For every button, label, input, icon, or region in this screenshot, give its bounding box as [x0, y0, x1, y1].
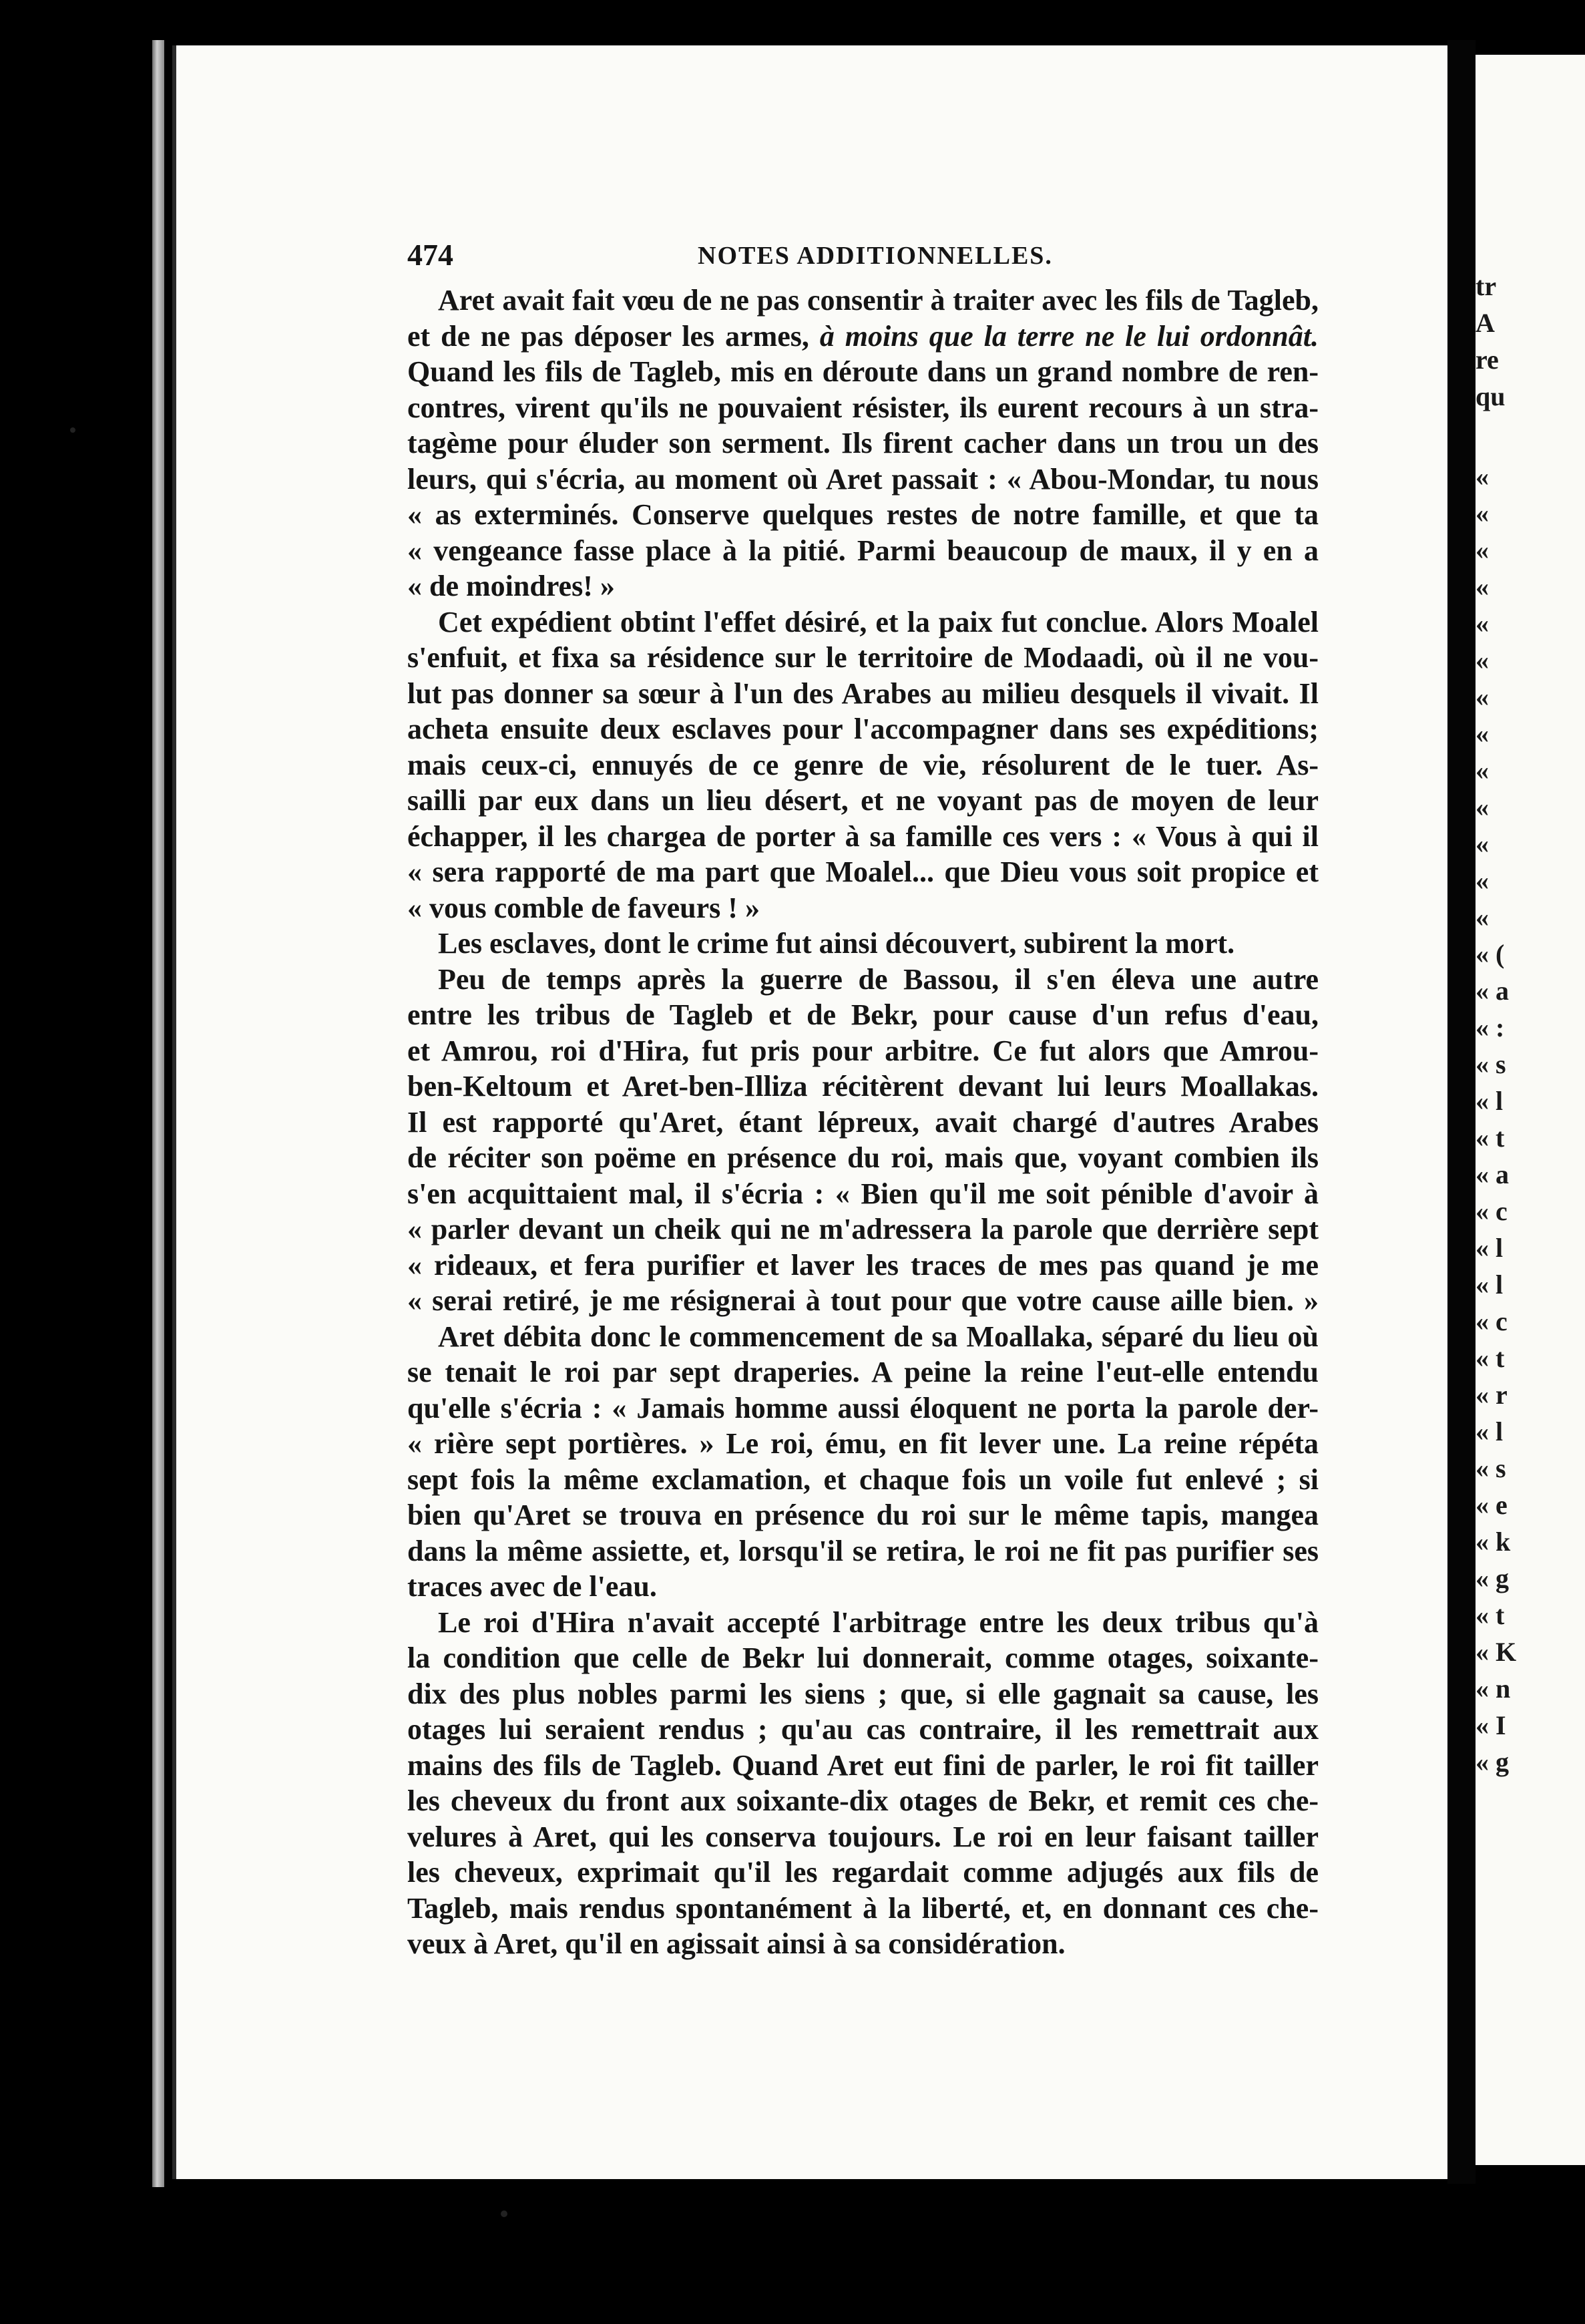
book-gutter [1447, 40, 1476, 2184]
italic-phrase: à moins que la terre ne le lui ordonnât. [819, 319, 1319, 353]
text-line [407, 319, 1319, 355]
text-line [407, 533, 1319, 569]
facing-page-line: « [1476, 572, 1489, 602]
facing-page-line: « l [1476, 1233, 1504, 1263]
facing-page-line: « c [1476, 1196, 1508, 1226]
text-line-content: mais ceux-ci, ennuyés de ce genre de vie, résolurent de le tuer. As- [407, 748, 1319, 781]
text-line-content: « rideaux, et fera purifier et laver les traces de mes pas quand je me [407, 1248, 1319, 1282]
text-line [407, 1176, 1319, 1212]
text-line [407, 747, 1319, 783]
text-line-content: échapper, il les chargea de porter à sa famille ces vers : « Vous à qui il [407, 819, 1319, 853]
text-line-content: qu'elle s'écria : « Jamais homme aussi éloquent ne porta la parole der- [407, 1391, 1319, 1424]
text-line-content: bien qu'Aret se trouva en présence du roi sur le même tapis, mangea [407, 1499, 1319, 1531]
facing-page-line: « [1476, 755, 1489, 785]
facing-page-line: « t [1476, 1600, 1505, 1630]
text-line-content: et Amrou, roi d'Hira, fut pris pour arbitre. Ce fut alors que Amrou- [407, 1034, 1319, 1067]
facing-page-line: « e [1476, 1490, 1508, 1520]
text-line-content: sept fois la même exclamation, et chaque fois un voile fut enlevé ; si [407, 1463, 1319, 1496]
text-line-content: Peu de temps après la guerre de Bassou, il s'en éleva une autre [438, 962, 1319, 996]
facing-page-line: « [1476, 829, 1489, 859]
text-line [407, 1533, 1319, 1569]
text-line-content: Les esclaves, dont le crime fut ainsi découvert, subirent la mort. [438, 927, 1235, 960]
text-line [407, 1426, 1319, 1462]
text-line-content: Aret débita donc le commencement de sa Moallaka, séparé du lieu où [438, 1320, 1319, 1353]
text-line-content: « de moindres! » [407, 570, 615, 602]
facing-page-line: re [1476, 345, 1499, 375]
facing-page-line: « l [1476, 1086, 1504, 1116]
facing-page-line: « r [1476, 1380, 1508, 1410]
text-line-content: « rière sept portières. » Le roi, ému, en fit lever une. La reine répéta [407, 1427, 1319, 1460]
text-line-content: contres, virent qu'ils ne pouvaient résister, ils eurent recours à un stra- [407, 391, 1319, 424]
text-line [407, 1247, 1319, 1284]
text-line [407, 1855, 1319, 1891]
text-line-content: « vous comble de faveurs ! » [407, 891, 760, 924]
facing-page-line: « t [1476, 1123, 1505, 1153]
text-line-content: tagème pour éluder son serment. Ils firent cacher dans un trou un des [407, 427, 1319, 459]
text-line-content: veux à Aret, qu'il en agissait ainsi à sa considération. [407, 1927, 1066, 1960]
facing-page-line: « a [1476, 1159, 1509, 1189]
text-line-content: s'en acquittaient mal, il s'écria : « Bien qu'il me soit pénible d'avoir à [407, 1177, 1319, 1210]
page-number: 474 [407, 238, 453, 272]
page-header [407, 237, 1329, 277]
text-line [407, 854, 1319, 890]
text-line-content: et de ne pas déposer les armes, [407, 319, 820, 353]
facing-page-line: « [1476, 865, 1489, 896]
facing-page-line: tr [1476, 271, 1497, 301]
facing-page-line: « t [1476, 1343, 1505, 1373]
text-line [407, 1319, 1319, 1355]
text-line-content: lut pas donner sa sœur à l'un des Arabes au milieu desquels il vivait. Il [407, 676, 1319, 710]
facing-page-line: « [1476, 719, 1489, 749]
body-text [407, 282, 1319, 1962]
text-line [407, 461, 1319, 498]
text-line [407, 1033, 1319, 1069]
text-line [407, 1140, 1319, 1176]
text-line [407, 1891, 1319, 1927]
text-line-content: velures à Aret, qui les conserva toujours. Le roi en leur faisant tailler [407, 1820, 1319, 1853]
facing-page-line: « [1476, 498, 1489, 528]
facing-page-line: « [1476, 608, 1489, 638]
text-line [407, 1783, 1319, 1819]
scan-speck [501, 2210, 507, 2217]
text-line [407, 1497, 1319, 1533]
text-line [407, 1819, 1319, 1855]
text-line [407, 1211, 1319, 1247]
text-line-content: « as exterminés. Conserve quelques restes de notre famille, et que ta [407, 498, 1319, 531]
text-line-content: Quand les fils de Tagleb, mis en déroute dans un grand nombre de ren- [407, 355, 1319, 388]
text-line-content: dans la même assiette, et, lorsqu'il se retira, le roi ne fit pas purifier ses [407, 1534, 1319, 1567]
facing-page-line: « s [1476, 1049, 1506, 1079]
text-line [407, 354, 1319, 390]
text-line-content: sailli par eux dans un lieu désert, et ne voyant pas de moyen de leur [407, 784, 1319, 817]
facing-page-line: « a [1476, 976, 1509, 1006]
text-line [407, 568, 1319, 604]
facing-page-line: « [1476, 792, 1489, 822]
text-line-content: « serai retiré, je me résignerai à tout pour que votre cause aille bien. » [407, 1284, 1319, 1317]
text-line [407, 962, 1319, 998]
facing-page-line: « s [1476, 1453, 1506, 1483]
facing-page-line: « I [1476, 1710, 1506, 1740]
text-line-content: otages lui seraient rendus ; qu'au cas contraire, il les remettrait aux [407, 1713, 1319, 1746]
facing-page-line: « ( [1476, 939, 1505, 969]
text-line [407, 1605, 1319, 1641]
text-line [407, 1926, 1319, 1962]
facing-page-line: « : [1476, 1012, 1505, 1042]
facing-page-line: « c [1476, 1306, 1508, 1336]
facing-page-line: « g [1476, 1747, 1509, 1777]
text-line-content: dix des plus nobles parmi les siens ; que, si elle gagnait sa cause, les [407, 1677, 1319, 1710]
facing-page-line: « l [1476, 1416, 1504, 1446]
text-line [407, 711, 1319, 747]
text-line [407, 676, 1319, 712]
text-line [407, 1676, 1319, 1712]
facing-page-line: « [1476, 535, 1489, 565]
facing-page-line: « [1476, 645, 1489, 675]
text-line [407, 1069, 1319, 1105]
text-line-content: entre les tribus de Tagleb et de Bekr, pour cause d'un refus d'eau, [407, 998, 1319, 1031]
text-line [407, 1640, 1319, 1676]
text-line [407, 926, 1319, 962]
text-line [407, 497, 1319, 533]
text-line [407, 1354, 1319, 1390]
book-binding-shadow [0, 0, 160, 2324]
text-line [407, 1712, 1319, 1748]
facing-page-line: « [1476, 902, 1489, 932]
text-line [407, 997, 1319, 1033]
text-line-content: ben-Keltoum et Aret-ben-Illiza récitèrent devant lui leurs Moallakas. [407, 1070, 1319, 1103]
facing-page-line: « [1476, 682, 1489, 712]
text-line [407, 783, 1319, 819]
text-line-content: traces avec de l'eau. [407, 1570, 657, 1603]
facing-page-line: A [1476, 308, 1495, 338]
text-line-content: les cheveux, exprimait qu'il les regardait comme adjugés aux fils de [407, 1856, 1319, 1889]
facing-page-line: « [1476, 461, 1489, 492]
text-line-content: la condition que celle de Bekr lui donnerait, comme otages, soixante- [407, 1641, 1319, 1674]
text-line-content: Cet expédient obtint l'effet désiré, et la paix fut conclue. Alors Moalel [438, 605, 1319, 638]
facing-page-line: « k [1476, 1527, 1511, 1557]
text-line-content: se tenait le roi par sept draperies. A peine la reine l'eut-elle entendu [407, 1356, 1319, 1388]
facing-page-line: « n [1476, 1674, 1511, 1704]
running-head: NOTES ADDITIONNELLES. [698, 242, 1053, 270]
text-line [407, 1390, 1319, 1426]
text-line-content: Le roi d'Hira n'avait accepté l'arbitrage entre les deux tribus qu'à [438, 1605, 1319, 1639]
text-line [407, 425, 1319, 461]
text-line [407, 390, 1319, 426]
text-line [407, 1748, 1319, 1784]
text-line [407, 640, 1319, 676]
text-line [407, 1283, 1319, 1319]
text-line [407, 1569, 1319, 1605]
text-line-content: « sera rapporté de ma part que Moalel... que Dieu vous soit propice et [407, 855, 1319, 888]
text-line-content: les cheveux du front aux soixante-dix otages de Bekr, et remit ces che- [407, 1784, 1319, 1817]
scan-speck [70, 427, 75, 433]
text-line [407, 282, 1319, 319]
text-line-content: mains des fils de Tagleb. Quand Aret eut fini de parler, le roi fit tailler [407, 1748, 1319, 1782]
text-line-content: Tagleb, mais rendus spontanément à la liberté, et, en donnant ces che- [407, 1891, 1319, 1925]
facing-page-line: « g [1476, 1563, 1509, 1593]
text-line-content: acheta ensuite deux esclaves pour l'accompagner dans ses expéditions; [407, 713, 1319, 745]
facing-page-line: qu [1476, 381, 1506, 411]
text-line-content: « parler devant un cheik qui ne m'adressera la parole que derrière sept [407, 1213, 1319, 1245]
text-line-content: Il est rapporté qu'Aret, étant lépreux, avait chargé d'autres Arabes [407, 1105, 1319, 1139]
text-line [407, 1105, 1319, 1141]
text-line [407, 890, 1319, 926]
text-line-content: de réciter son poëme en présence du roi, mais que, voyant combien ils [407, 1141, 1319, 1174]
text-line-content: s'enfuit, et fixa sa résidence sur le territoire de Modaadi, où il ne vou- [407, 641, 1319, 674]
text-line [407, 604, 1319, 640]
text-line [407, 1462, 1319, 1498]
facing-page-fragment [1476, 55, 1585, 2165]
text-line-content: Aret avait fait vœu de ne pas consentir à traiter avec les fils de Tagleb, [438, 284, 1319, 317]
facing-page-line: « l [1476, 1270, 1504, 1300]
text-line-content: leurs, qui s'écria, au moment où Aret passait : « Abou-Mondar, tu nous [407, 462, 1319, 496]
facing-page-line: « K [1476, 1637, 1517, 1667]
page-stack-edge [152, 40, 164, 2187]
text-line-content: « vengeance fasse place à la pitié. Parmi beaucoup de maux, il y en a [407, 534, 1319, 567]
text-line [407, 819, 1319, 855]
